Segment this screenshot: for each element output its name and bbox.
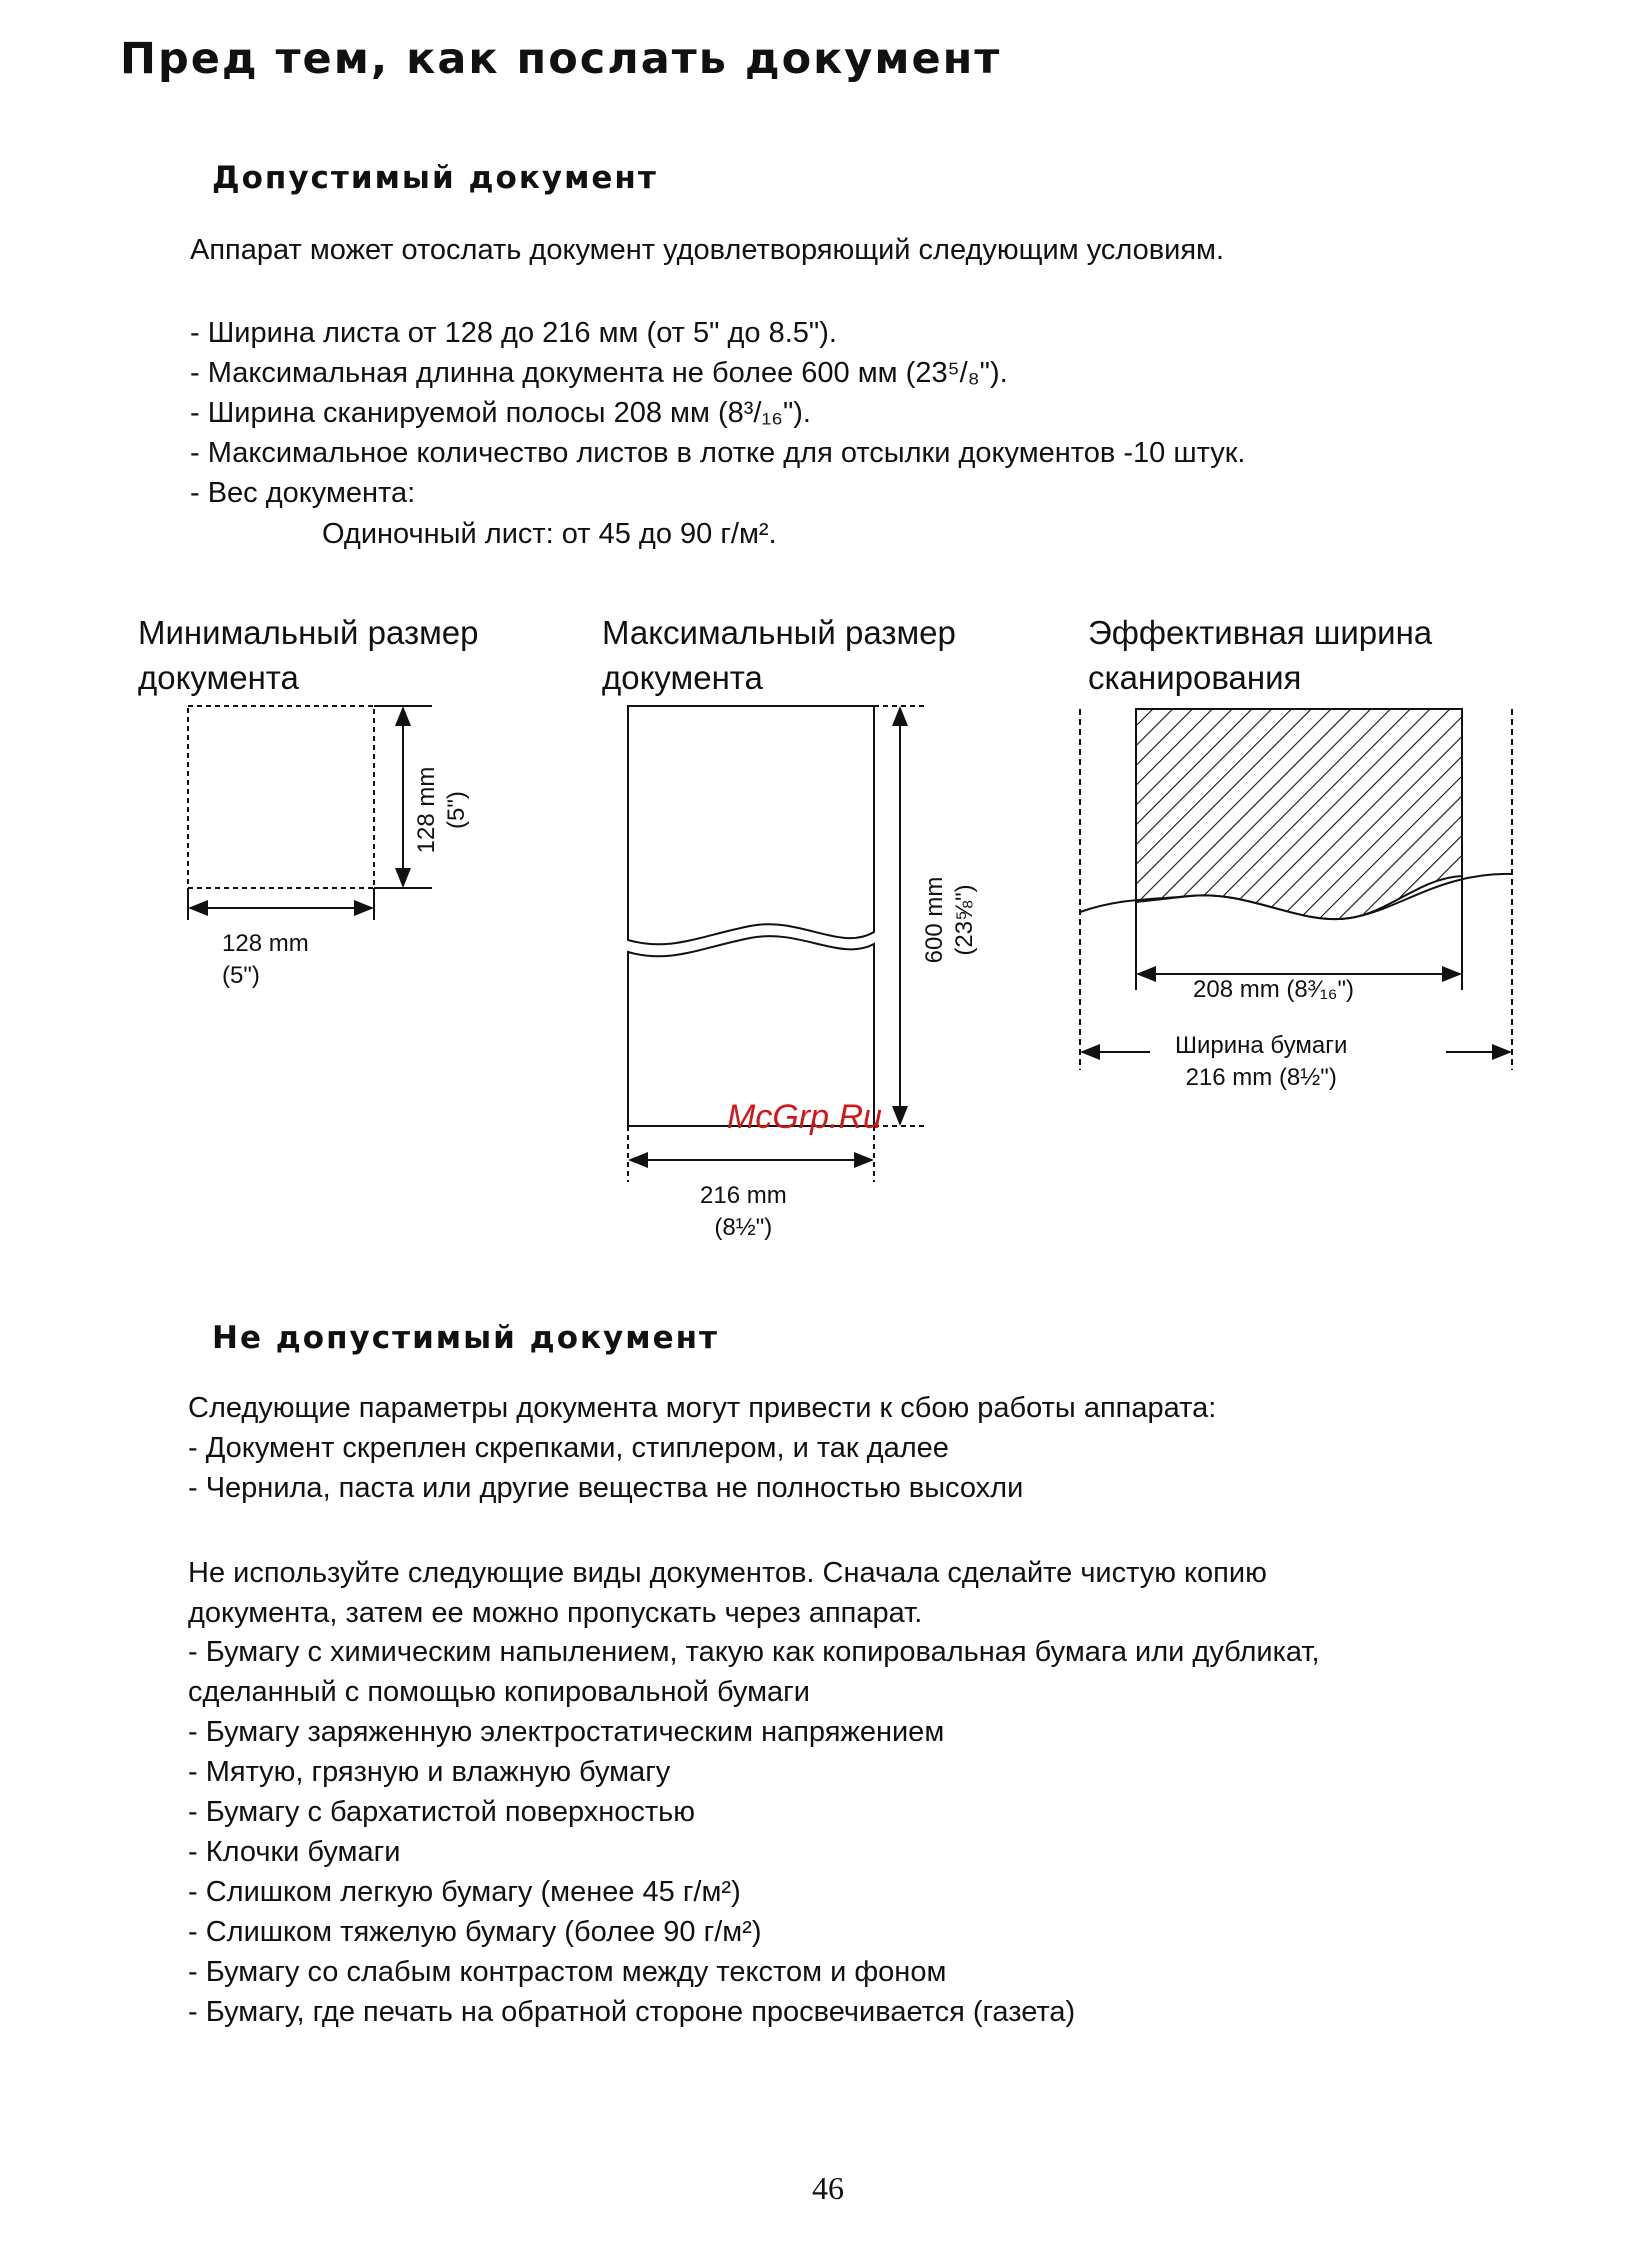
list-item: - Клочки бумаги xyxy=(188,1836,401,1868)
list-item: - Слишком легкую бумагу (менее 45 г/м²) xyxy=(188,1876,741,1908)
list-item: - Бумагу, где печать на обратной стороне просвечивается (газета) xyxy=(188,1996,1076,2028)
list-item: - Бумагу с бархатистой поверхностью xyxy=(188,1796,696,1828)
list-item: - Максимальное количество листов в лотке для отсылки документов -10 штук. xyxy=(190,437,1246,469)
rejected-paragraph-1: Не используйте следующие виды документов. Сначала сделайте чистую копию xyxy=(188,1557,1267,1589)
scan-area-hatched xyxy=(1136,709,1462,919)
min-width-label: 128 mm (5") xyxy=(222,930,309,989)
scan-width-label: 208 mm (8³⁄₁₆") xyxy=(1193,976,1354,1003)
paper-width-label: Ширина бумаги 216 mm (8½") xyxy=(1175,1032,1348,1091)
rejected-list xyxy=(188,1428,1023,1508)
max-size-title: Максимальный размер документа xyxy=(602,614,956,696)
list-item: - Бумагу с химическим напылением, такую как копировальная бумага или дубликат, xyxy=(188,1636,1320,1668)
list-item: - Ширина сканируемой полосы 208 мм (8³/₁₆"). xyxy=(190,397,811,429)
list-item: сделанный с помощью копировальной бумаги xyxy=(188,1676,810,1708)
rejected-intro: Следующие параметры документа могут привести к сбою работы аппарата: xyxy=(188,1392,1217,1424)
list-item: - Максимальная длинна документа не более 600 мм (23⁵/₈"). xyxy=(190,357,1008,389)
page-number: 46 xyxy=(812,2170,844,2206)
list-item: - Бумагу заряженную электростатическим напряжением xyxy=(188,1716,945,1748)
list-item: - Вес документа: xyxy=(190,477,416,509)
watermark: McGrp.Ru xyxy=(727,1098,882,1136)
scan-width-diagram xyxy=(1080,709,1512,1070)
list-item: - Чернила, паста или другие вещества не полностью высохли xyxy=(188,1472,1024,1504)
list-item: - Ширина листа от 128 до 216 мм (от 5" до 8.5"). xyxy=(190,317,837,349)
rejected-paragraph-2: документа, затем ее можно пропускать через аппарат. xyxy=(188,1597,923,1629)
list-item: - Мятую, грязную и влажную бумагу xyxy=(188,1756,671,1788)
accepted-intro: Аппарат может отослать документ удовлетворяющий следующим условиям. xyxy=(190,234,1225,266)
min-document-outline xyxy=(188,706,374,888)
accepted-heading: Допустимый документ xyxy=(212,160,658,196)
rejected-heading: Не допустимый документ xyxy=(212,1320,720,1356)
weight-line: Одиночный лист: от 45 до 90 г/м². xyxy=(322,518,777,550)
page-title: Пред тем, как послать документ xyxy=(120,34,1002,84)
max-document-upper xyxy=(628,706,874,944)
max-height-label: 600 mm (23⅝") xyxy=(921,876,978,964)
list-item: - Слишком тяжелую бумагу (более 90 г/м²) xyxy=(188,1916,762,1948)
min-size-title: Минимальный размер документа xyxy=(138,614,479,696)
list-item: - Документ скреплен скрепками, стиплером, и так далее xyxy=(188,1432,949,1464)
scan-width-title: Эффективная ширина сканирования xyxy=(1088,614,1433,696)
list-item: - Бумагу со слабым контрастом между текстом и фоном xyxy=(188,1956,947,1988)
unsuitable-paper-list xyxy=(188,1632,1320,2032)
max-width-label: 216 mm (8½") xyxy=(700,1182,787,1241)
min-height-label: 128 mm (5") xyxy=(413,766,470,854)
min-document-diagram xyxy=(188,706,432,920)
